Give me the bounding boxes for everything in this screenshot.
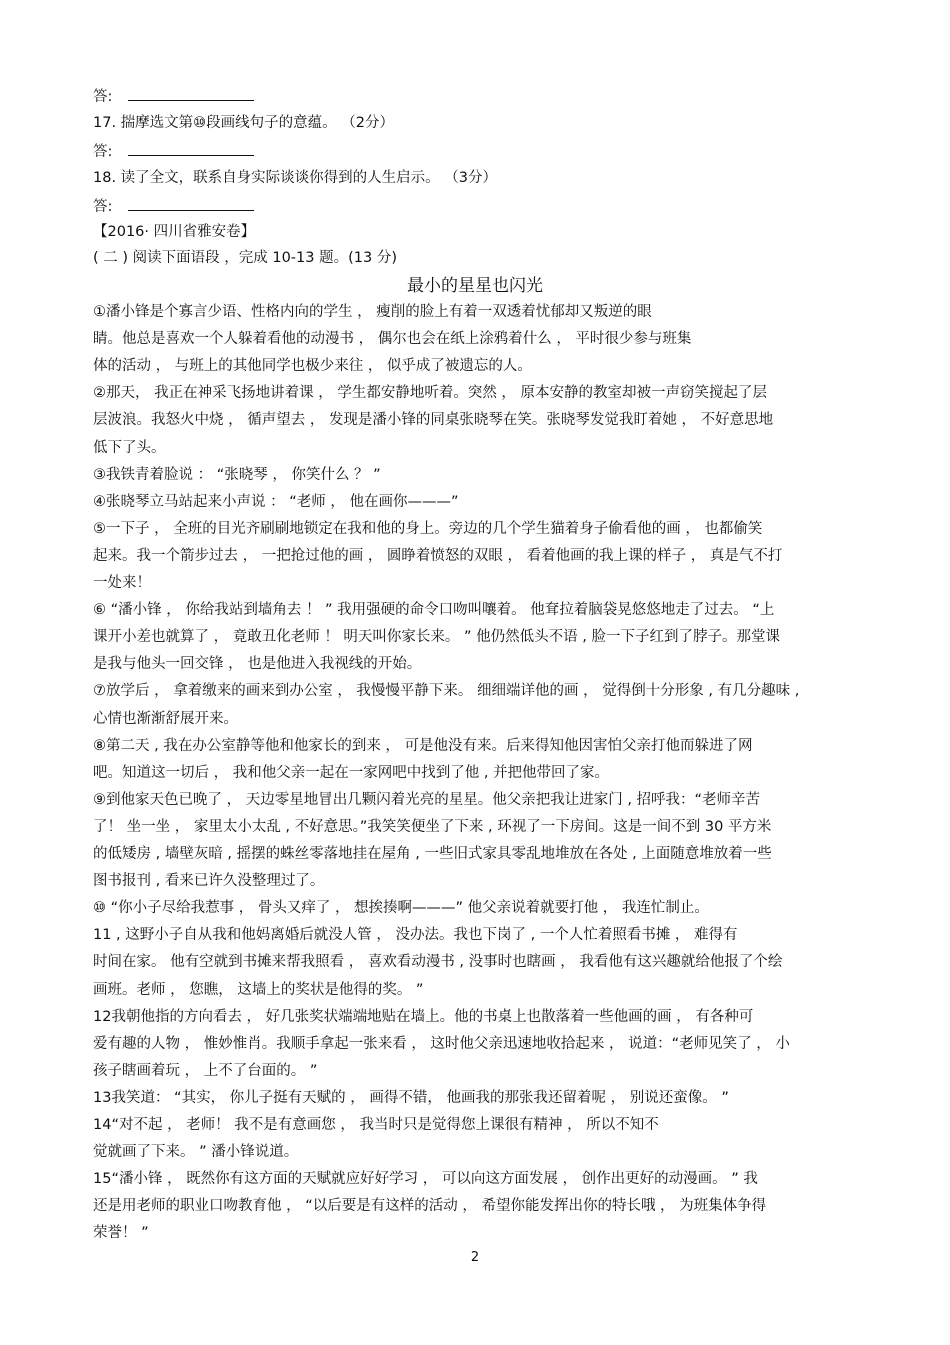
- answer-blank: [128, 141, 254, 156]
- section-instruction: ( 二 ) 阅读下面语段 ，完成 10-13 题。(13 分): [93, 250, 397, 266]
- answer-blank: [128, 86, 254, 101]
- body-line: ②那天， 我正在神采飞扬地讲着课 ， 学生都安静地听着。突然 ， 原本安静的教室却被一声窃笑搅起了层: [93, 385, 768, 402]
- page-number: 2: [470, 1250, 480, 1265]
- answer-label: 答:: [93, 199, 113, 215]
- body-line: 吧。知道这一切后 ， 我和他父亲一起在一家网吧中找到了他 , 并把他带回了家。: [93, 764, 610, 781]
- body-line: 心情也渐渐舒展开来。: [93, 710, 238, 727]
- body-line: 一处来！: [93, 575, 151, 591]
- body-line: 的低矮房 , 墙壁灰暗 , 摇摆的蛛丝零落地挂在屋角 , 一些旧式家具零乱地堆放在各处 , 上面随意堆放着一些: [93, 846, 772, 862]
- body-line: 起来。我一个箭步过去 ， 一把抢过他的画 ， 圆睁着愤怒的双眼 ， 看着他画的我上课的样子 ， 真是气不打: [93, 547, 783, 564]
- body-line: 13我笑道： “其实， 你儿子挺有天赋的 ， 画得不错， 他画我的那张我还留着呢 ， 别说还蛮像。 ”: [93, 1089, 729, 1106]
- body-line: 爱有趣的人物 ， 惟妙惟肖。我顺手拿起一张来看 ， 这时他父亲迅速地收拾起来 ， 说道：“老师见笑了 ， 小: [93, 1035, 790, 1052]
- body-line: 11 , 这野小子自从我和他妈离婚后就没人管 ， 没办法。我也下岗了 , 一个人忙着照看书摊 ， 难得有: [93, 927, 738, 944]
- body-line: 睛。他总是喜欢一个人躲着看他的动漫书 ， 偶尔也会在纸上涂鸦着什么 ， 平时很少参与班集: [93, 331, 692, 348]
- body-line: 低下了头。: [93, 439, 166, 456]
- body-line: 了！ 坐一坐 ， 家里太小太乱 , 不好意思。”我笑笑便坐了下来 , 环视了一下房间。这是一间不到 30 平方米: [93, 818, 772, 835]
- answer-label: 答:: [93, 89, 113, 105]
- body-line: 画班。老师 ， 您瞧， 这墙上的奖状是他得的奖。 ”: [93, 981, 424, 998]
- body-line: ⑧第二天 , 我在办公室静等他和他家长的到来 ， 可是他没有来。后来得知他因害怕父亲打他而躲进了网: [93, 737, 753, 754]
- question-18: 18. 读了全文，联系自身实际谈谈你得到的人生启示。 （3分）: [93, 170, 498, 186]
- body-line: 图书报刊 , 看来已许久没整理过了。: [93, 873, 325, 890]
- body-line: 是我与他头一回交锋 ， 也是他进入我视线的开始。: [93, 656, 422, 673]
- source-tag: 【2016· 四川省雅安卷】: [93, 224, 256, 240]
- answer-label: 答:: [93, 144, 113, 160]
- body-line: 课开小差也就算了 ， 竟敢丑化老师 ！ 明天叫你家长来。 ” 他仍然低头不语 , 脸一下子红到了脖子。那堂课: [93, 629, 780, 646]
- answer-line-1: [93, 86, 863, 107]
- body-line: ⑩ “你小子尽给我惹事 ， 骨头又痒了 ， 想挨揍啊———” 他父亲说着就要打他 ， 我连忙制止。: [93, 900, 709, 917]
- body-line: 孩子瞎画着玩 ， 上不了台面的。 ”: [93, 1062, 318, 1079]
- body-line: ⑨到他家天色已晚了 ， 天边零星地冒出几颗闪着光亮的星星。他父亲把我让进家门 , 招呼我：“老师辛苦: [93, 791, 761, 808]
- body-line: 15“潘小锋 ， 既然你有这方面的天赋就应好好学习 ， 可以向这方面发展 ， 创作出更好的动漫画。 ” 我: [93, 1171, 758, 1188]
- answer-line-3: [93, 196, 863, 217]
- body-line: 14“对不起 ， 老师！ 我不是有意画您 ， 我当时只是觉得您上课很有精神 ， 所以不知不: [93, 1117, 659, 1133]
- body-line: ⑥ “潘小锋 ， 你给我站到墙角去 ！ ” 我用强硬的命令口吻叫嚷着。 他耷拉着脑袋晃悠悠地走了过去。 “上: [93, 602, 775, 619]
- body-line: ④张晓琴立马站起来小声说 ： “老师 ， 他在画你———”: [93, 493, 459, 510]
- body-line: 12我朝他指的方向看去 ， 好几张奖状端端地贴在墙上。他的书桌上也散落着一些他画的画 ， 有各种可: [93, 1008, 754, 1025]
- body-line: ①潘小锋是个寡言少语、性格内向的学生 ， 瘦削的脸上有着一双透着忧郁却又叛逆的眼: [93, 304, 652, 320]
- body-line: 觉就画了下来。 ” 潘小锋说道。: [93, 1144, 299, 1161]
- body-line: 体的活动 ， 与班上的其他同学也极少来往 ， 似乎成了被遗忘的人。: [93, 358, 532, 375]
- answer-blank: [128, 196, 254, 211]
- body-line: ⑤一下子 ， 全班的目光齐刷刷地锁定在我和他的身上。旁边的几个学生猫着身子偷看他的画 ， 也都偷笑: [93, 520, 763, 537]
- body-line: 时间在家。 他有空就到书摊来帮我照看 ， 喜欢看动漫书 , 没事时也瞎画 ， 我看他有这兴趣就给他报了个绘: [93, 954, 783, 971]
- body-line: 荣誉！ ”: [93, 1225, 149, 1242]
- answer-line-2: [93, 141, 863, 162]
- question-17: 17. 揣摩选文第⑩段画线句子的意蕴。 （2分）: [93, 115, 395, 131]
- body-line: ③我铁青着脸说 ： “张晓琴 ， 你笑什么 ？ ”: [93, 466, 381, 483]
- body-line: 层波浪。我怒火中烧 ， 循声望去 ， 发现是潘小锋的同桌张晓琴在笑。张晓琴发觉我盯着她 ， 不好意思地: [93, 412, 774, 429]
- body-line: 还是用老师的职业口吻教育他 ， “以后要是有这样的活动 ， 希望你能发挥出你的特长哦 ， 为班集体争得: [93, 1198, 767, 1215]
- article-title: 最小的星星也闪光: [407, 276, 543, 296]
- body-line: ⑦放学后 ， 拿着缴来的画来到办公室 ， 我慢慢平静下来。 细细端详他的画 ， 觉得倒十分形象 , 有几分趣味 ,: [93, 683, 800, 700]
